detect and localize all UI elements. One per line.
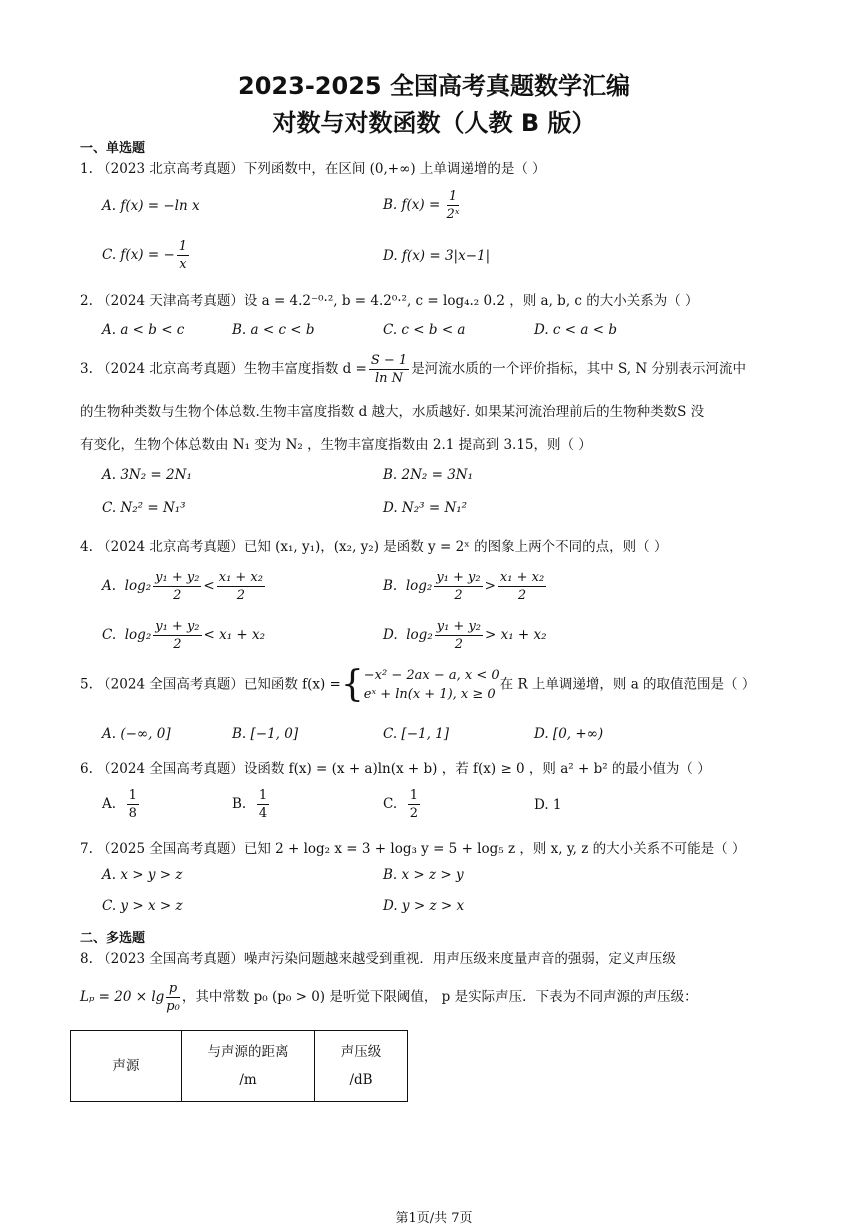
fraction-denominator: 2: [236, 588, 245, 603]
question-8-line-2: [80, 980, 698, 1015]
fraction-numerator: 1: [128, 788, 137, 803]
fraction-denominator: ln N: [375, 371, 404, 386]
question-6-stem: 6. （2024 全国高考真题）设函数 f(x) = (x + a)ln(x + b) ，若 f(x) ≥ 0 ，则 a² + b² 的最小值为（ ）: [80, 761, 711, 777]
page-number: 第1页/共 7页: [395, 1211, 473, 1226]
fraction: [498, 569, 546, 604]
question-3-option-c: C. N₂² = N₁³: [102, 500, 186, 516]
question-5-option-b: B. [−1, 0]: [232, 726, 299, 742]
fraction-numerator: p: [166, 980, 180, 998]
question-5-option-a: A. (−∞, 0]: [102, 726, 171, 742]
fraction: [369, 352, 409, 387]
option-label: B.: [383, 578, 398, 594]
question-1-stem: 1. （2023 北京高考真题）下列函数中，在区间 (0,+∞) 上单调递增的是（ ）: [80, 161, 546, 177]
case-2: eˣ + ln(x + 1), x ≥ 0: [363, 687, 496, 702]
question-6-option-d: D. 1: [534, 797, 562, 813]
log-symbol: log₂: [124, 578, 152, 594]
question-4-option-d: [383, 618, 547, 653]
question-1-option-b: [383, 188, 461, 223]
fraction-denominator: 4: [258, 806, 268, 821]
formula-prefix: Lₚ = 20 × lg: [80, 989, 165, 1005]
question-3-option-d: D. N₂³ = N₁²: [383, 500, 468, 516]
option-label: A.: [102, 796, 117, 812]
fraction-numerator: 1: [447, 188, 460, 206]
relation-symbol: <: [203, 578, 215, 594]
fraction-denominator: 2: [409, 806, 419, 821]
option-label: C.: [102, 627, 117, 643]
stem-prefix: 3. （2024 北京高考真题）生物丰富度指数 d =: [80, 361, 367, 377]
fraction: [447, 188, 460, 223]
option-c-tail: < x₁ + x₂: [203, 627, 266, 643]
fraction: [166, 980, 180, 1015]
section-heading-multiple-choice: 二、多选题: [80, 931, 146, 946]
fraction: [153, 618, 201, 653]
fraction-denominator: p₀: [166, 999, 180, 1014]
option-d-tail: > x₁ + x₂: [485, 627, 547, 643]
question-7-option-b: B. x > z > y: [383, 867, 464, 883]
header-sound-level-unit: /dB: [349, 1072, 373, 1088]
question-4-stem: 4. （2024 北京高考真题）已知 (x₁, y₁)，(x₂, y₂) 是函数 y = 2ˣ 的图象上两个不同的点，则（ ）: [80, 539, 668, 555]
question-7-stem: 7. （2025 全国高考真题）已知 2 + log₂ x = 3 + log₃ y = 5 + log₅ z ，则 x, y, z 的大小关系不可能是（ ）: [80, 841, 746, 857]
log-symbol: log₂: [406, 627, 433, 643]
question-8-stem: 8. （2023 全国高考真题）噪声污染问题越来越受到重视．用声压级来度量声音的强弱，定义声压级: [80, 951, 676, 967]
fraction-numerator: 1: [409, 788, 419, 803]
fraction-numerator: 1: [178, 239, 188, 254]
left-brace: {: [340, 664, 364, 705]
question-1-option-c: [102, 238, 191, 273]
option-label: A.: [102, 578, 117, 594]
option-label: B.: [232, 796, 247, 812]
fraction-denominator: 2: [454, 637, 464, 652]
question-2-option-a: A. a < b < c: [102, 322, 185, 338]
header-source: 声源: [112, 1058, 140, 1074]
fraction-numerator: y₁ + y₂: [155, 619, 200, 634]
stem-suffix: 在 R 上单调递增，则 a 的取值范围是（ ）: [499, 676, 756, 693]
question-1-option-d: D. f(x) = 3|x−1|: [383, 248, 491, 264]
fraction-denominator: 2: [173, 588, 182, 603]
question-1-option-a: A. f(x) = −ln x: [102, 198, 200, 214]
question-7-option-c: C. y > x > z: [102, 898, 183, 914]
fraction: [153, 569, 201, 604]
document-title-line2: 对数与对数函数（人教 B 版）: [272, 109, 596, 137]
option-label: C.: [383, 796, 398, 812]
fraction: [217, 569, 265, 604]
question-3-line-3: 有变化，生物个体总数由 N₁ 变为 N₂ ，生物丰富度指数由 2.1 提高到 3.15，则（ ）: [80, 437, 592, 453]
document-title-line1: 2023-2025 全国高考真题数学汇编: [238, 72, 630, 100]
fraction: [257, 787, 269, 822]
fraction: [434, 569, 482, 604]
fraction-denominator: 2: [517, 588, 527, 603]
option-c-prefix: C. f(x) = −: [102, 247, 175, 263]
question-2-option-b: B. a < c < b: [232, 322, 315, 338]
fraction-numerator: y₁ + y₂: [436, 570, 481, 585]
question-7-option-d: D. y > z > x: [383, 898, 465, 914]
section-heading-single-choice: 一、单选题: [80, 141, 146, 156]
fraction-numerator: y₁ + y₂: [436, 619, 482, 634]
question-5-option-c: C. [−1, 1]: [383, 726, 450, 742]
fraction: [177, 238, 189, 273]
header-distance-unit: /m: [239, 1072, 257, 1088]
fraction: [408, 787, 420, 822]
relation-symbol: >: [484, 578, 496, 594]
question-3-stem: [80, 352, 746, 387]
header-distance: 与声源的距离: [207, 1044, 289, 1060]
question-3-option-a: A. 3N₂ = 2N₁: [102, 467, 192, 483]
table-header-cell: [315, 1031, 408, 1102]
question-4-option-c: [102, 618, 265, 653]
question-5-option-d: D. [0, +∞): [534, 726, 604, 742]
table-header-cell: [182, 1031, 315, 1102]
piecewise-cases: [364, 666, 500, 704]
question-3-option-b: B. 2N₂ = 3N₁: [383, 467, 474, 483]
fraction: [127, 787, 139, 822]
question-2-stem: 2. （2024 天津高考真题）设 a = 4.2⁻⁰·², b = 4.2⁰·², c = log₄.₂ 0.2 ，则 a, b, c 的大小关系为（ ）: [80, 293, 699, 309]
log-symbol: log₂: [124, 627, 152, 643]
question-6-option-a: [102, 787, 141, 822]
fraction-denominator: 2ˣ: [446, 207, 460, 222]
table-row: [71, 1031, 408, 1102]
fraction-denominator: 2: [173, 637, 182, 652]
fraction-denominator: 8: [128, 806, 137, 821]
fraction: [435, 618, 483, 653]
option-b-prefix: B. f(x) =: [383, 197, 445, 213]
question-4-option-a: [102, 569, 267, 604]
fraction-numerator: x₁ + x₂: [499, 570, 545, 585]
question-6-option-b: [232, 787, 271, 822]
log-symbol: log₂: [405, 578, 433, 594]
fraction-denominator: 2: [454, 588, 463, 603]
fraction-denominator: x: [179, 257, 187, 272]
fraction-numerator: S − 1: [370, 353, 408, 368]
question-7-option-a: A. x > y > z: [102, 867, 183, 883]
option-label: D.: [383, 627, 398, 643]
question-2-option-d: D. c < a < b: [534, 322, 617, 338]
fraction-numerator: 1: [258, 788, 268, 803]
question-5-stem: [80, 666, 755, 704]
case-1: −x² − 2ax − a, x < 0: [363, 668, 500, 683]
fraction-numerator: y₁ + y₂: [155, 570, 200, 585]
question-6-option-c: [383, 787, 422, 822]
question-3-line-2: 的生物种类数与生物个体总数.生物丰富度指数 d 越大，水质越好. 如果某河流治理前后的生物种类数S 没: [80, 404, 705, 420]
question-4-option-b: [383, 569, 548, 604]
sound-pressure-table: [70, 1030, 408, 1102]
line-suffix: ，其中常数 p₀ (p₀ > 0) 是听觉下限阈值， p 是实际声压．下表为不同声源的声压级：: [181, 989, 698, 1005]
question-2-option-c: C. c < b < a: [383, 322, 466, 338]
stem-prefix: 5. （2024 全国高考真题）已知函数 f(x) =: [80, 676, 341, 693]
stem-suffix: 是河流水质的一个评价指标，其中 S, N 分别表示河流中: [411, 361, 746, 377]
fraction-numerator: x₁ + x₂: [218, 570, 263, 585]
table-header-cell: [71, 1031, 182, 1102]
header-sound-level: 声压级: [340, 1044, 382, 1060]
